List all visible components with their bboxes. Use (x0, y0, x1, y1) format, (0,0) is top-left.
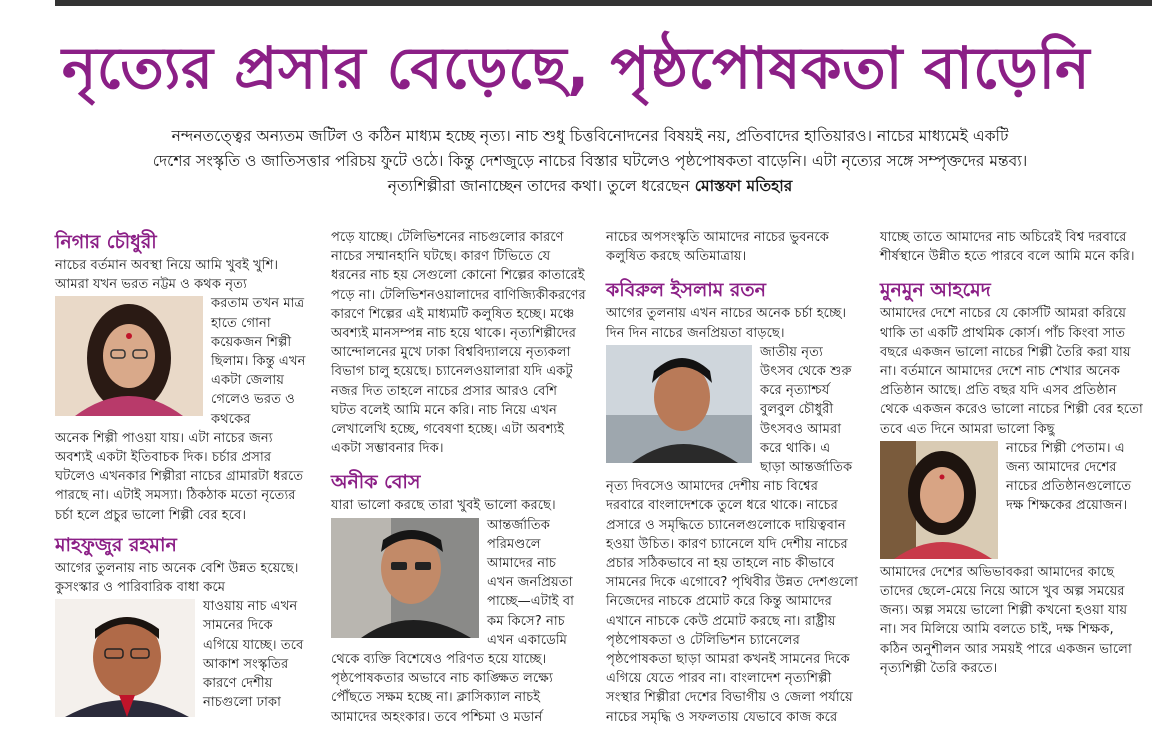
speaker-text-munmun-lead: আমাদের দেশে নাচের যে কোর্সটি আমরা করিয়ে থাকি তা একটি প্রাথমিক কোর্স। পাঁচ কিংবা সাত বছরে একজন ভালো নাচের শিল্পী তৈরি করা যায় না। বর্তমানে আমাদের দেশে নাচ শেখার অনেক প্রতিষ্ঠান আছে। প্রতি বছর যদি এসব প্রতিষ্ঠান থেকে একজন করেও ভালো নাচের শিল্পী বের হতো তবে এত দিনে আমরা ভালো কিছু (880, 306, 1143, 437)
speaker-text-kabirul-lead: আগের তুলনায় এখন নাচের অনেক চর্চা হচ্ছে। দিন দিন নাচের জনপ্রিয়তা বাড়ছে। (606, 306, 847, 341)
top-rule (55, 0, 1152, 6)
speaker-text-anik-lead: যারা ভালো করছে তারা খুবই ভালো করছে। (331, 498, 556, 514)
speaker-name-munmun: মুনমুন আহমেদ (880, 279, 991, 302)
author-name: মোস্তফা মতিহার (694, 177, 793, 195)
portrait-kabirul (606, 345, 752, 463)
speaker-text-nigar-lead: নাচের বর্তমান অবস্থা নিয়ে আমি খুবই খুশি। আমরা যখন ভরত নট্টম ও কথক নৃত্য (55, 258, 279, 293)
speaker-name-kabirul: কবিরুল ইসলাম রতন (606, 279, 766, 302)
portrait-anik (331, 518, 479, 638)
speaker-text-nigar-tail: অনেক শিল্পী পাওয়া যায়। এটা নাচের জন্য অবশ্যই একটা ইতিবাচক দিক। চর্চার প্রসার ঘটলেও এখনকার শিল্পীরা নাচের গ্রামারটা ধরতে পারছে না। এটাই সমস্যা। ঠিকঠাক মতো নৃত্যের চর্চা হলে প্রচুর ভালো শিল্পী বের হবে। (55, 430, 304, 523)
speaker-text-munmun-wrap: নাচের শিল্পী পেতাম। এ জন্য আমাদের দেশের নাচের প্রতিষ্ঠানগুলোতে দক্ষ শিক্ষকের প্রয়োজন। (1006, 440, 1132, 514)
speaker-text-munmun-tail: আমাদের দেশের অভিভাবকরা আমাদের কাছে তাদের ছেলে-মেয়ে নিয়ে আসে খুব অল্প সময়ের জন্য। অল্প সময়ে ভালো শিল্পী কখনো হওয়া যায় না। সব মিলিয়ে আমি বলতে চাই, দক্ষ শিক্ষক, কঠিন অনুশীলন আর সময়ই পারে একজন ভালো নৃত্যশিল্পী তৈরি করতে। (880, 564, 1132, 676)
column-1 (55, 228, 310, 721)
speaker-name-mahfuz: মাহফুজুর রহমান (55, 533, 177, 556)
speaker-text-nigar-wrap: করতাম তখন মাত্র হাতে গোনা কয়েকজন শিল্পী ছিলাম। কিন্তু এখন একটা জেলায় গেলেও ভরত ও কথকের (211, 296, 306, 427)
portrait-munmun (880, 441, 998, 559)
speaker-text-mahfuz-lead: আগের তুলনায় নাচ অনেক বেশি উন্নত হয়েছে। কুসংস্কার ও পারিবারিক বাধা কমে (55, 560, 299, 596)
intro-paragraph (150, 124, 1030, 199)
column-2 (331, 228, 586, 727)
column-4 (880, 228, 1145, 678)
column-2-continued-text: পড়ে যাচ্ছে। টেলিভিশনের নাচগুলোর কারণে নাচের সম্মানহানি ঘটছে। কারণ টিভিতে যে ধরনের নাচ হয় সেগুলো কোনো শিল্পের কাতারেই পড়ে না। টেলিভিশনওয়ালাদের বাণিজ্যিকীকরণের কারণে শিল্পের এই মাধ্যমটি কলুষিত হচ্ছে। মঞ্চে অবশ্যই মানসম্পন্ন নাচ হয়ে থাকে। নৃত্যশিল্পীদের আন্দোলনের মুখে ঢাকা বিশ্ববিদ্যালয়ে নৃত্যকলা বিভাগ চালু হয়েছে। চ্যানেলওয়ালারা যদি একটু নজর দিত তাহলে নাচের প্রসার আরও বেশি ঘটত বলেই আমি মনে করি। নাচ নিয়ে এখন লেখালেখি হচ্ছে, গবেষণা হচ্ছে। এটা অবশ্যই একটা সম্ভাবনার দিক। (331, 230, 586, 457)
portrait-nigar (55, 296, 203, 416)
headline: নৃত্যের প্রসার বেড়েছে, পৃষ্ঠপোষকতা বাড়েনি (61, 34, 1091, 102)
column-4-continued-text: যাচ্ছে তাতে আমাদের নাচ অচিরেই বিশ্ব দরবারে শীর্ষস্থানে উন্নীত হতে পারবে বলে আমি মনে করি। (880, 230, 1135, 265)
column-3-continued-text: নাচের অপসংস্কৃতি আমাদের নাচের ভুবনকে কলুষিত করছে অতিমাত্রায়। (606, 230, 830, 265)
speaker-text-kabirul-wrap: জাতীয় নৃত্য উৎসব থেকে শুরু করে নৃত্যাশ্চর্য বুলবুল চৌধুরী উৎসবও আমরা করে থাকি। এ ছাড়া আন্তর্জাতিক (760, 344, 853, 476)
speaker-text-kabirul-tail: নৃত্য দিবসেও আমাদের দেশীয় নাচ বিশ্বের দরবারে বাংলাদেশকে তুলে ধরে থাকে। নাচের প্রসারে ও সমৃদ্ধিতে চ্যানেলগুলোকে দায়িত্ববান হওয়া উচিত। কারণ চ্যানেলে যদি দেশীয় নাচের প্রচার সঠিকভাবে না হয় তাহলে নাচ কীভাবে সামনের দিকে এগোবে? পৃথিবীর উন্নত দেশগুলো নিজেদের নাচকে প্রমোট করে কিন্তু আমাদের এখানে নাচকে কেউ প্রমোট করছে না। রাষ্ট্রীয় পৃষ্ঠপোষকতা ও টেলিভিশন চ্যানেলের পৃষ্ঠপোষকতা ছাড়া আমরা কখনই সামনের দিকে এগিয়ে যেতে পারব না। বাংলাদেশ নৃত্যশিল্পী সংস্থার শিল্পীরা দেশের বিভাগীয় ও জেলা পর্যায়ে নাচের সমৃদ্ধি ও সফলতায় যেভাবে কাজ করে (606, 479, 858, 725)
column-3 (606, 228, 858, 727)
speaker-text-anik-wrap: আন্তর্জাতিক পরিমণ্ডলে আমাদের নাচ এখন জনপ্রিয়তা পাচ্ছে—এটাই বা কম কিসে? নাচ এখন একাডেমি (487, 517, 575, 648)
speaker-name-anik: অনীক বোস (331, 471, 421, 494)
portrait-mahfuz (55, 599, 195, 717)
speaker-text-anik-tail: থেকে ব্যক্তি বিশেষেও পরিণত হয়ে যাচ্ছে। পৃষ্ঠপোষকতার অভাবে নাচ কাঙ্ক্ষিত লক্ষ্যে পৌঁছতে সক্ষম হচ্ছে না। ক্লাসিক্যাল নাচই আমাদের অহংকার। তবে পশ্চিমা ও মডার্ন (331, 652, 553, 725)
speaker-text-mahfuz-wrap: যাওয়ায় নাচ এখন সামনের দিকে এগিয়ে যাচ্ছে। তবে আকাশ সংস্কৃতির কারণে দেশীয় নাচগুলো ঢাকা (203, 599, 304, 711)
intro-text: নন্দনতত্ত্বের অন্যতম জটিল ও কঠিন মাধ্যম হচ্ছে নৃত্য। নাচ শুধু চিত্তবিনোদনের বিষয়ই নয়, প্রতিবাদের হাতিয়ারও। নাচের মাধ্যমেই একটি দেশের সংস্কৃতি ও জাতিসত্তার পরিচয় ফুটে ওঠে। কিন্তু দেশজুড়ে নাচের বিস্তার ঘটলেও পৃষ্ঠপোষকতা বাড়েনি। এটা নৃত্যের সঙ্গে সম্পৃক্তদের মন্তব্য। নৃত্যশিল্পীরা জানাচ্ছেন তাদের কথা। তুলে ধরেছেন (152, 127, 1028, 195)
speaker-name-nigar: নিগার চৌধুরী (55, 231, 157, 253)
